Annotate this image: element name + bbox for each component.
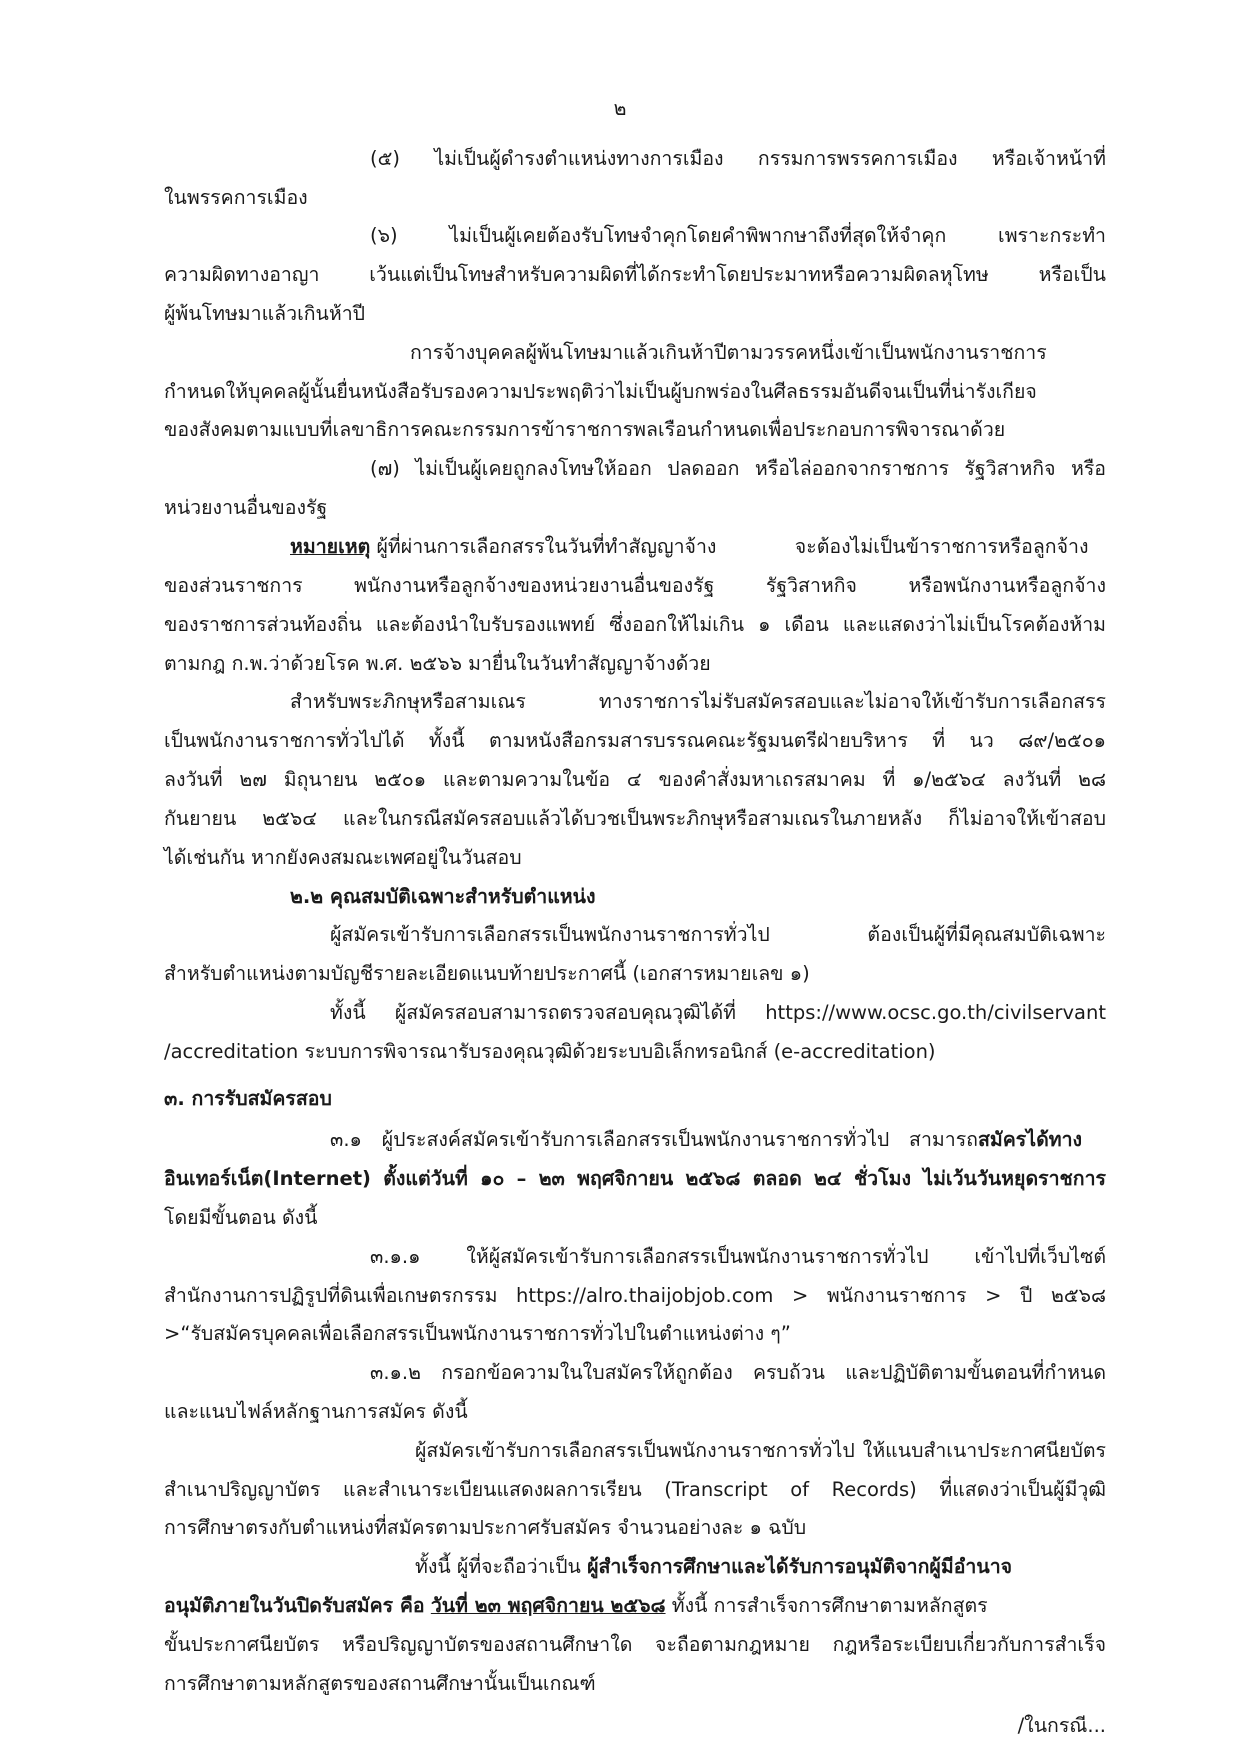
graduation-text: ทั้งนี้ ผู้ที่จะถือว่าเป็น [415, 1555, 581, 1578]
section-3-1-text: ๓.๑ ผู้ประสงค์สมัครเข้ารับการเลือกสรรเป็นพนักงานราชการทั่วไป สามารถ [330, 1128, 978, 1151]
monk-paragraph-line2: เป็นพนักงานราชการทั่วไปได้ ทั้งนี้ ตามหนังสือกรมสารบรรณคณะรัฐมนตรีฝ่ายบริหาร ที่ นว ๘๙/๒๕๐๑ [164, 729, 1106, 752]
section-3-1-2-line2: และแนบไฟล์หลักฐานการสมัคร ดังนี้ [164, 1400, 468, 1423]
section-3-1-line2: อินเทอร์เน็ต(Internet) ตั้งแต่วันที่ ๑๐ – ๒๓ พฤศจิกายน ๒๕๖๘ ตลอด ๒๔ ชั่วโมง ไม่เว้นวันหยุดราชการ [164, 1167, 1106, 1190]
section-2-2-line1: ผู้สมัครเข้ารับการเลือกสรรเป็นพนักงานราชการทั่วไป ต้องเป็นผู้ที่มีคุณสมบัติเฉพาะ [330, 923, 1106, 946]
section-3-heading: ๓. การรับสมัครสอบ [164, 1087, 332, 1110]
section-3-1-line3: โดยมีขั้นตอน ดังนี้ [164, 1206, 318, 1229]
section-3-1-1-line1: ๓.๑.๑ ให้ผู้สมัครเข้ารับการเลือกสรรเป็นพนักงานราชการทั่วไป เข้าไปที่เว็บไซต์ [370, 1245, 1106, 1268]
section-2-2-line4: /accreditation ระบบการพิจารณารับรองคุณวุฒิด้วยระบบอิเล็กทรอนิกส์ (e-accreditation) [164, 1040, 936, 1063]
continuation-note: /ในกรณี... [1017, 1714, 1106, 1737]
section-2-2-line2: สำหรับตำแหน่งตามบัญชีรายละเอียดแนบท้ายประกาศนี้ (เอกสารหมายเลข ๑) [164, 962, 810, 985]
graduation-bold: ผู้สำเร็จการศึกษาและได้รับการอนุมัติจากผู้มีอำนาจ [587, 1555, 1013, 1578]
item-5-line1: (๕) ไม่เป็นผู้ดำรงตำแหน่งทางการเมือง กรรมการพรรคการเมือง หรือเจ้าหน้าที่ [370, 147, 1106, 170]
item-7-line1: (๗) ไม่เป็นผู้เคยถูกลงโทษให้ออก ปลดออก หรือไล่ออกจากราชการ รัฐวิสาหกิจ หรือ [370, 457, 1106, 480]
graduation-line1 [415, 1554, 1106, 1580]
paragraph-employment-line3: ของสังคมตามแบบที่เลขาธิการคณะกรรมการข้าราชการพลเรือนกำหนดเพื่อประกอบการพิจารณาด้วย [164, 418, 1006, 441]
graduation-line4: การศึกษาตามหลักสูตรของสถานศึกษานั้นเป็นเกณฑ์ [164, 1672, 596, 1695]
attachments-line3: การศึกษาตรงกับตำแหน่งที่สมัครตามประกาศรับสมัคร จำนวนอย่างละ ๑ ฉบับ [164, 1516, 807, 1539]
monk-paragraph-line5: ได้เช่นกัน หากยังคงสมณะเพศอยู่ในวันสอบ [164, 846, 522, 869]
section-3-1-bold: สมัครได้ทาง [978, 1128, 1083, 1151]
graduation-text-cont: ทั้งนี้ การสำเร็จการศึกษาตามหลักสูตร [671, 1594, 988, 1617]
monk-paragraph-line3: ลงวันที่ ๒๗ มิถุนายน ๒๕๐๑ และตามความในข้อ ๔ ของคำสั่งมหาเถรสมาคม ที่ ๑/๒๕๖๔ ลงวันที่ ๒๘ [164, 768, 1106, 791]
note-line4: ตามกฎ ก.พ.ว่าด้วยโรค พ.ศ. ๒๕๖๖ มายื่นในวันทำสัญญาจ้างด้วย [164, 652, 711, 675]
item-6-line3: ผู้พ้นโทษมาแล้วเกินห้าปี [164, 302, 366, 325]
note-line1 [290, 534, 1106, 560]
section-3-1-2-line1: ๓.๑.๒ กรอกข้อความในใบสมัครให้ถูกต้อง ครบถ้วน และปฏิบัติตามขั้นตอนที่กำหนด [370, 1361, 1106, 1384]
section-3-1-line1 [330, 1127, 1106, 1153]
graduation-line2 [164, 1593, 1106, 1619]
monk-paragraph-line1: สำหรับพระภิกษุหรือสามเณร ทางราชการไม่รับสมัครสอบและไม่อาจให้เข้ารับการเลือกสรร [290, 690, 1106, 713]
item-5-line2: ในพรรคการเมือง [164, 186, 308, 209]
item-6-line2: ความผิดทางอาญา เว้นแต่เป็นโทษสำหรับความผิดที่ได้กระทำโดยประมาทหรือความผิดลหุโทษ หรือเป็น [164, 263, 1106, 286]
paragraph-employment-line2: กำหนดให้บุคคลผู้นั้นยื่นหนังสือรับรองความประพฤติว่าไม่เป็นผู้บกพร่องในศีลธรรมอันดีจนเป็นที่น่ารังเกียจ [164, 380, 1037, 403]
note-line2: ของส่วนราชการ พนักงานหรือลูกจ้างของหน่วยงานอื่นของรัฐ รัฐวิสาหกิจ หรือพนักงานหรือลูกจ้าง [164, 574, 1106, 597]
note-line3: ของราชการส่วนท้องถิ่น และต้องนำใบรับรองแพทย์ ซึ่งออกให้ไม่เกิน ๑ เดือน และแสดงว่าไม่เป็นโรคต้องห้าม [164, 613, 1106, 636]
section-2-2-heading: ๒.๒ คุณสมบัติเฉพาะสำหรับตำแหน่ง [290, 885, 596, 908]
item-6-line1: (๖) ไม่เป็นผู้เคยต้องรับโทษจำคุกโดยคำพิพากษาถึงที่สุดให้จำคุก เพราะกระทำ [370, 224, 1106, 247]
section-3-1-1-line3: >“รับสมัครบุคคลเพื่อเลือกสรรเป็นพนักงานราชการทั่วไปในตำแหน่งต่าง ๆ” [164, 1322, 791, 1345]
attachments-line2: สำเนาปริญญาบัตร และสำเนาระเบียนแสดงผลการเรียน (Transcript of Records) ที่แสดงว่าเป็นผู้มีวุฒิ [164, 1478, 1106, 1501]
note-text: ผู้ที่ผ่านการเลือกสรรในวันที่ทำสัญญาจ้าง จะต้องไม่เป็นข้าราชการหรือลูกจ้าง [376, 535, 1089, 558]
graduation-line3: ขั้นประกาศนียบัตร หรือปริญญาบัตรของสถานศึกษาใด จะถือตามกฎหมาย กฎหรือระเบียบเกี่ยวกับการสำเร็จ [164, 1633, 1106, 1656]
monk-paragraph-line4: กันยายน ๒๕๖๔ และในกรณีสมัครสอบแล้วได้บวชเป็นพระภิกษุหรือสามเณรในภายหลัง ก็ไม่อาจให้เข้าสอบ [164, 807, 1106, 830]
attachments-line1: ผู้สมัครเข้ารับการเลือกสรรเป็นพนักงานราชการทั่วไป ให้แนบสำเนาประกาศนียบัตร [415, 1439, 1106, 1462]
graduation-deadline-label: อนุมัติภายในวันปิดรับสมัคร คือ [164, 1594, 425, 1617]
note-label: หมายเหตุ [290, 535, 371, 558]
page-number: ๒ [613, 97, 627, 120]
section-2-2-line3: ทั้งนี้ ผู้สมัครสอบสามารถตรวจสอบคุณวุฒิได้ที่ https://www.ocsc.go.th/civilservant [330, 1001, 1106, 1024]
item-7-line2: หน่วยงานอื่นของรัฐ [164, 496, 328, 519]
graduation-deadline-date: วันที่ ๒๓ พฤศจิกายน ๒๕๖๘ [430, 1594, 666, 1617]
section-3-1-1-line2: สำนักงานการปฏิรูปที่ดินเพื่อเกษตรกรรม https://alro.thaijobjob.com > พนักงานราชการ > ปี ๒๕๖๘ [164, 1284, 1106, 1307]
paragraph-employment-line1: การจ้างบุคคลผู้พ้นโทษมาแล้วเกินห้าปีตามวรรคหนึ่งเข้าเป็นพนักงานราชการ [410, 341, 1047, 364]
